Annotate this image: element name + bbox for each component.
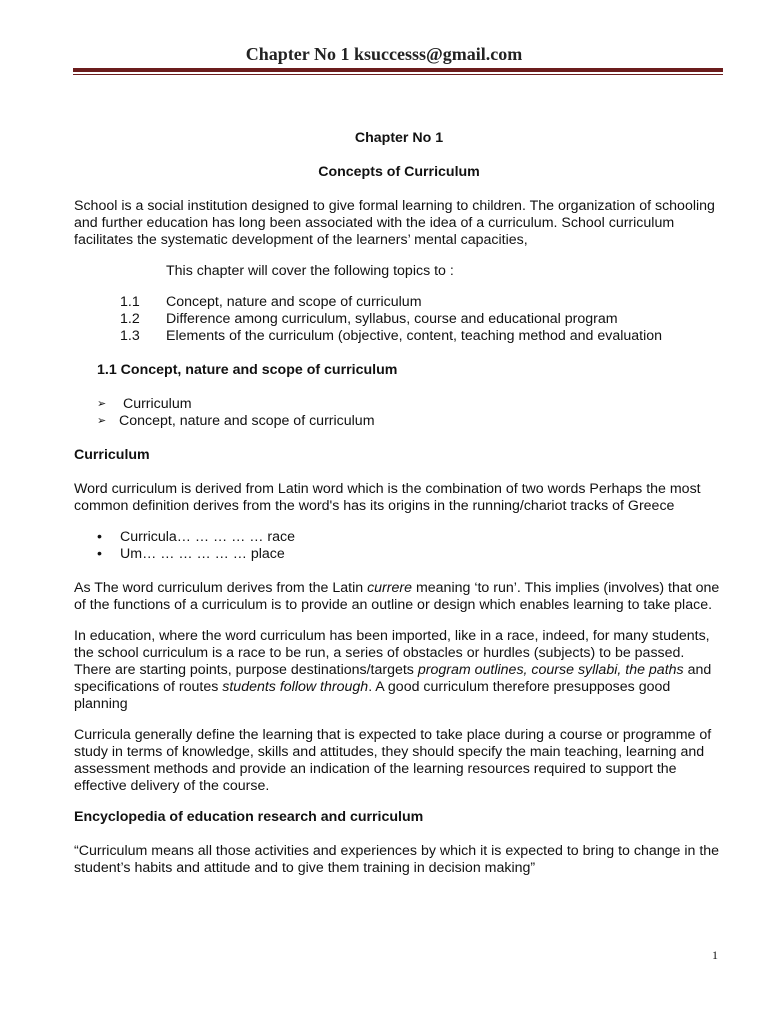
education-text-b: and specifications of routes — [74, 662, 712, 695]
curriculum-paragraph: Word curriculum is derived from Latin word which is the combination of two words Perhaps the most common definition derives from the word's has its origins in the running/chariot tracks of Greece — [74, 481, 701, 514]
header-rule-thin — [73, 74, 723, 75]
list-item-text: Curricula… … … … … race — [120, 529, 296, 545]
topic-number: 1.2 — [120, 311, 140, 327]
topic-text: Elements of the curriculum (objective, content, teaching method and evaluation — [166, 328, 663, 344]
intro-paragraph: School is a social institution designed to give formal learning to children. The organization of schooling and further education has long been associated with the idea of a curriculum. School curriculum facilitates the systematic development of the learners’ mental capacities, — [74, 198, 715, 248]
education-paragraph — [74, 628, 724, 713]
list-item — [97, 413, 724, 430]
bullet-dot-icon: • — [97, 529, 102, 545]
topics-lead: This chapter will cover the following topics to : — [166, 263, 454, 279]
concepts-title: Concepts of Curriculum — [318, 164, 480, 180]
encyclopedia-heading: Encyclopedia of education research and curriculum — [74, 809, 424, 825]
curricula-paragraph: Curricula generally define the learning that is expected to take place during a course or programme of study in terms of knowledge, skills and attitudes, they should specify the main teaching, learning and assessment methods and provide an indication of the learning resources required to support the effective delivery of the course. — [74, 727, 712, 794]
arrow-bullet-icon: ➢ — [97, 398, 107, 410]
topic-text: Difference among curriculum, syllabus, course and educational program — [166, 311, 618, 327]
topic-item — [74, 328, 724, 345]
currere-text-after: meaning ‘to run’. This implies (involves) that one of the functions of a curriculum is to provide an outline or design which enables learning to take place. — [74, 580, 720, 613]
topic-item — [74, 294, 724, 311]
currere-word: currere — [367, 580, 413, 596]
bullet-list — [74, 529, 724, 563]
page-header: Chapter No 1 ksuccesss@gmail.com — [245, 44, 523, 64]
list-item-text: Um… … … … … … place — [120, 546, 285, 562]
list-item-text: Concept, nature and scope of curriculum — [119, 413, 375, 429]
bullet-dot-icon: • — [97, 546, 102, 562]
education-italic-1: program outlines, course syllabi, the paths — [417, 662, 684, 678]
currere-text-before: As The word curriculum derives from the Latin — [74, 580, 368, 596]
topics-list — [74, 294, 724, 345]
section-heading: 1.1 Concept, nature and scope of curriculum — [97, 362, 398, 378]
list-item — [97, 546, 724, 563]
education-text-c: . A good curriculum therefore presupposes good planning — [74, 679, 671, 712]
list-item — [97, 396, 724, 413]
topic-number: 1.3 — [120, 328, 140, 344]
topic-item — [74, 311, 724, 328]
page-number: 1 — [712, 948, 718, 962]
list-item-text: Curriculum — [119, 396, 192, 412]
topic-text: Concept, nature and scope of curriculum — [166, 294, 422, 310]
education-italic-2: students follow through — [222, 679, 369, 695]
list-item — [97, 529, 724, 546]
topic-number: 1.1 — [120, 294, 140, 310]
chapter-title: Chapter No 1 — [354, 130, 444, 146]
header-rule-thick — [73, 68, 723, 72]
curriculum-heading: Curriculum — [74, 447, 150, 463]
arrow-bullet-icon: ➢ — [97, 415, 107, 427]
currere-paragraph — [74, 580, 724, 614]
arrow-list — [74, 396, 724, 430]
education-text-a: In education, where the word curriculum has been imported, like in a race, indeed, for many students, the school curriculum is a race to be run, a series of obstacles or hurdles (subjects) to be passed. There are starting points, purpose destinations/targets — [74, 628, 710, 678]
document-body — [74, 130, 724, 891]
encyclopedia-quote: “Curriculum means all those activities and experiences by which it is expected to bring to change in the student’s habits and attitude and to give them training in decision making” — [74, 843, 720, 876]
